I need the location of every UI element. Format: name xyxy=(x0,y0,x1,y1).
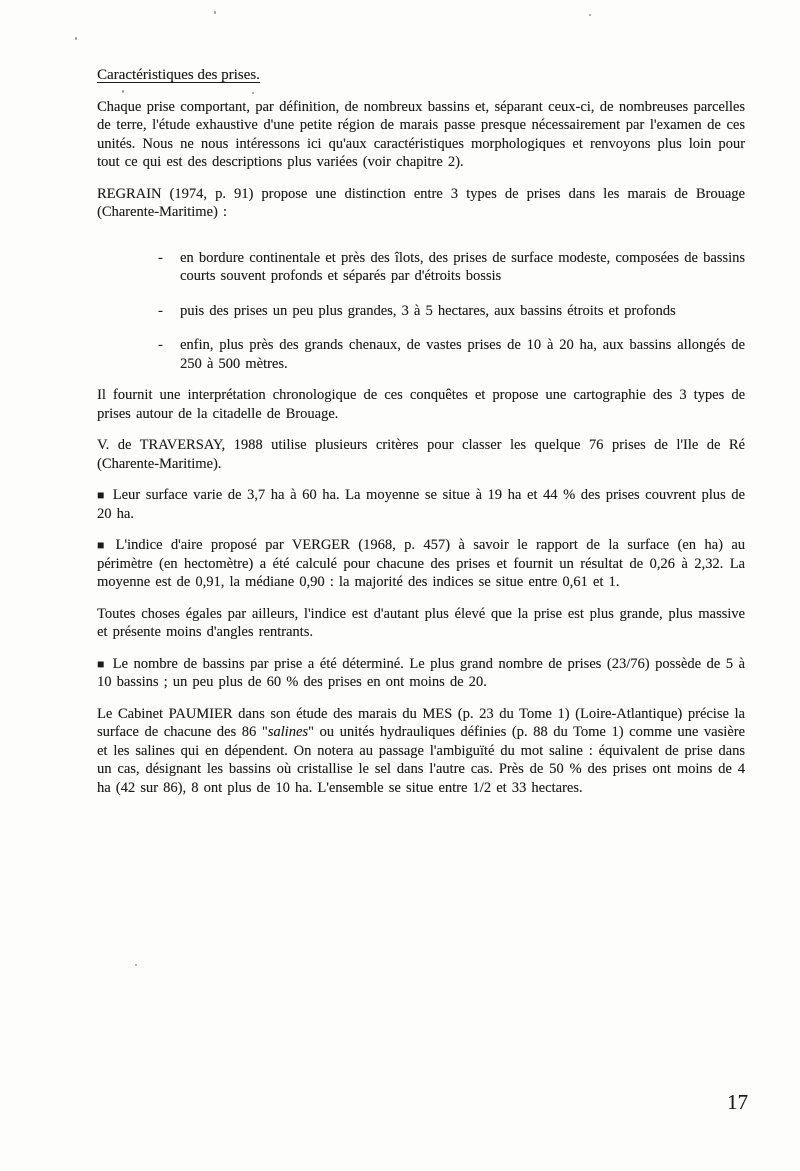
paumier-text-before: Le Cabinet PAUMIER dans son étude des marais du MES (p. 23 du Tome 1) (Loire-Atlantique) précise la surface de chacune des 86 " xyxy=(97,705,745,740)
paragraph-nombre-bassins xyxy=(97,655,745,692)
paragraph-paumier xyxy=(97,705,745,798)
list-item-text: en bordure continentale et près des îlots, des prises de surface modeste, composées de bassins courts souvent profonds et séparés par d'étroits bossis xyxy=(180,249,745,284)
scan-speck xyxy=(75,37,77,40)
paragraph-intro: Chaque prise comportant, par définition, de nombreux bassins et, séparant ceux-ci, de nombreuses parcelles de terre, l'étude exhaustive d'une petite région de marais passe presque nécessairement par l'examen de ces unités. Nous ne nous intéressons ici qu'aux caractéristiques morphologiques et renvoyons plus loin pour tout ce qui est des descriptions plus variées (voir chapitre 2). xyxy=(97,98,745,170)
page-number: 17 xyxy=(727,1090,748,1114)
paragraph-toutes-choses: Toutes choses égales par ailleurs, l'indice est d'autant plus élevé que la prise est plus grande, plus massive et présente moins d'angles rentrants. xyxy=(97,605,745,640)
paragraph-nombre-bassins-text: Le nombre de bassins par prise a été déterminé. Le plus grand nombre de prises (23/76) possède de 5 à 10 bassins ; un peu plus de 60 % des prises en ont moins de 20. xyxy=(97,655,745,690)
list-item xyxy=(158,336,745,373)
scan-speck xyxy=(135,964,137,966)
paragraph-traversay: V. de TRAVERSAY, 1988 utilise plusieurs critères pour classer les quelque 76 prises de l'Ile de Ré (Charente-Maritime). xyxy=(97,437,745,472)
paumier-text-after: " ou unités hydrauliques définies (p. 88 du Tome 1) comme une vasière et les salines qui en dépendent. On notera au passage l'ambiguïté du mot saline : équivalent de prise dans un cas, désignant les bassins où cristallise le sel dans l'autre cas. Près de 50 % des prises ont moins de 4 ha (42 sur 86), 8 ont plus de 10 ha. L'ensemble se situe entre 1/2 et 33 hectares. xyxy=(97,724,745,796)
dash-bullet-icon: - xyxy=(158,249,163,266)
dash-bullet-icon: - xyxy=(158,302,163,319)
paragraph-il-fournit: Il fournit une interprétation chronologique de ces conquêtes et propose une cartographie des 3 types de prises autour de la citadelle de Brouage. xyxy=(97,387,745,422)
list-item-text: enfin, plus près des grands chenaux, de vastes prises de 10 à 20 ha, aux bassins allongés de 250 à 500 mètres. xyxy=(180,337,745,372)
square-bullet-icon: ■ xyxy=(97,488,105,502)
paragraph-surface-text: Leur surface varie de 3,7 ha à 60 ha. La moyenne se situe à 19 ha et 44 % des prises couvrent plus de 20 ha. xyxy=(97,487,745,522)
square-bullet-icon: ■ xyxy=(97,656,105,671)
list-item xyxy=(158,249,745,286)
paragraph-indice xyxy=(97,536,745,592)
dash-bullet-icon: - xyxy=(158,337,163,353)
text-column xyxy=(97,0,745,797)
paragraph-surface xyxy=(97,486,745,523)
list-item-text: puis des prises un peu plus grandes, 3 à 5 hectares, aux bassins étroits et profonds xyxy=(180,302,676,319)
square-bullet-icon: ■ xyxy=(97,538,108,552)
regrain-type-list xyxy=(97,249,745,374)
page-title: Caractéristiques des prises. xyxy=(97,67,260,83)
paumier-italic-word: salines xyxy=(267,724,309,740)
list-item xyxy=(158,302,745,321)
paragraph-regrain: REGRAIN (1974, p. 91) propose une distinction entre 3 types de prises dans les marais de Brouage (Charente-Maritime) : xyxy=(97,185,745,220)
paragraph-indice-text: L'indice d'aire proposé par VERGER (1968, p. 457) à savoir le rapport de la surface (en ha) au périmètre (en hectomètre) a été calculé pour chacune des prises et fournit un résultat de 0,26 à 2,32. La moyenne est de 0,91, la médiane 0,90 : la majorité des indices se situe entre 0,61 et 1. xyxy=(97,537,745,590)
